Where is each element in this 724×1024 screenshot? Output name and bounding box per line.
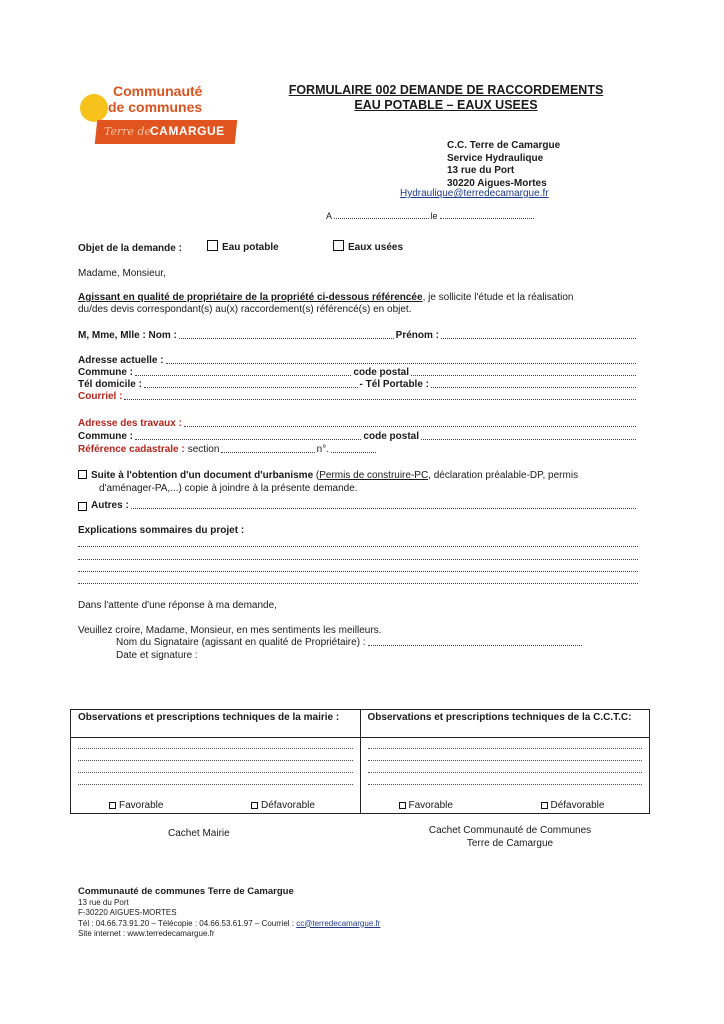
form-title (270, 83, 622, 113)
urbanisme-option (78, 469, 648, 495)
section-label: section (187, 444, 220, 455)
commune-line (78, 367, 638, 378)
footer-name: Communauté de communes Terre de Camargue (78, 886, 294, 897)
intro-rest: , je sollicite l'étude et la réalisation (422, 292, 574, 303)
cctc-line-2[interactable] (368, 760, 643, 761)
cachet-cc-line1: Cachet Communauté de Communes (428, 825, 592, 836)
address-street: 13 rue du Port (447, 165, 515, 176)
explications-line-1[interactable] (78, 546, 638, 547)
sun-logo-icon (80, 94, 108, 122)
hydraulique-email-link[interactable]: Hydraulique@terredecamargue.fr (400, 188, 549, 199)
cctc-defavorable-option[interactable] (541, 800, 605, 811)
mairie-header: Observations et prescriptions techniques de la mairie : (78, 712, 340, 723)
mairie-defavorable-checkbox[interactable] (251, 802, 258, 809)
cctc-line-1[interactable] (368, 748, 643, 749)
recipient-address (447, 140, 560, 190)
date-label: le (430, 211, 438, 221)
prenom-label: Prénom : (395, 330, 439, 341)
eaux-usees-option[interactable] (333, 240, 403, 253)
mairie-line-3[interactable] (78, 772, 353, 773)
cachet-cc-line2: Terre de Camargue (466, 838, 554, 849)
adresse-label: Adresse actuelle : (78, 355, 164, 366)
courriel-input[interactable] (124, 399, 636, 400)
mairie-line-1[interactable] (78, 748, 353, 749)
eau-potable-label: Eau potable (222, 242, 279, 253)
cadastre-line (78, 444, 378, 455)
greeting: Madame, Monsieur, (78, 268, 166, 279)
code-postal-input[interactable] (411, 375, 636, 376)
mairie-favorable-label: Favorable (119, 800, 164, 811)
cctc-column (360, 710, 650, 813)
prenom-input[interactable] (441, 338, 636, 339)
footer-tel: Tél : 04.66.73.91.20 – Télécopie : 04.66.53.61.97 – Courriel : (78, 918, 297, 928)
logo-line1: Communauté (113, 83, 203, 99)
eau-potable-checkbox[interactable] (207, 240, 218, 251)
mairie-line-4[interactable] (78, 784, 353, 785)
commune-travaux-label: Commune : (78, 431, 133, 442)
tel-portable-input[interactable] (431, 387, 636, 388)
eaux-usees-label: Eaux usées (348, 242, 404, 253)
numero-input[interactable] (331, 452, 376, 453)
address-service: Service Hydraulique (447, 152, 544, 164)
logo-camargue: CAMARGUE (150, 124, 225, 138)
date-signature-label: Date et signature : (116, 650, 198, 661)
signataire-input[interactable] (368, 645, 582, 646)
commune-label: Commune : (78, 367, 133, 378)
mairie-line-2[interactable] (78, 760, 353, 761)
tel-domicile-label: Tél domicile : (78, 379, 142, 390)
observations-table (70, 709, 650, 814)
cachet-mairie: Cachet Mairie (168, 828, 230, 839)
explications-line-4[interactable] (78, 583, 638, 584)
mairie-defavorable-option[interactable] (251, 800, 315, 811)
objet-label: Objet de la demande : (78, 243, 182, 254)
urbanisme-bold: Suite à l'obtention d'un document d'urbanisme (91, 470, 314, 481)
cctc-defavorable-checkbox[interactable] (541, 802, 548, 809)
autres-label: Autres : (91, 500, 129, 511)
urbanisme-line2: d'aménager-PA,...) copie à joindre à la présente demande. (99, 483, 358, 494)
address-name: C.C. Terre de Camargue (447, 140, 561, 151)
autres-input[interactable] (131, 508, 636, 509)
adresse-travaux-input[interactable] (184, 426, 636, 427)
code-postal-travaux-input[interactable] (421, 439, 636, 440)
nom-label: M, Mme, Mlle : Nom : (78, 330, 177, 341)
cctc-line-3[interactable] (368, 772, 643, 773)
urbanisme-checkbox[interactable] (78, 470, 87, 479)
courriel-label: Courriel : (78, 391, 123, 402)
mairie-favorable-option[interactable] (109, 800, 163, 811)
adresse-input[interactable] (166, 363, 636, 364)
code-postal-travaux-label: code postal (363, 431, 419, 442)
urbanisme-paren: ( (313, 470, 320, 481)
cctc-header: Observations et prescriptions techniques de la C.C.T.C: (367, 712, 632, 723)
explications-line-3[interactable] (78, 571, 638, 572)
ref-cadastrale-label: Référence cadastrale : (78, 444, 185, 455)
tel-portable-label: - Tél Portable : (359, 379, 429, 390)
adresse-travaux-label: Adresse des travaux : (78, 418, 182, 429)
eaux-usees-checkbox[interactable] (333, 240, 344, 251)
place-date-line (326, 211, 536, 221)
commune-travaux-line (78, 431, 638, 442)
footer-street: 13 rue du Port (78, 897, 129, 907)
telephone-line (78, 379, 638, 390)
date-input[interactable] (440, 218, 534, 219)
cctc-favorable-option[interactable] (399, 800, 453, 811)
cachet-cc (410, 824, 610, 850)
footer-city: F-30220 AIGUES-MORTES (78, 908, 177, 917)
signataire-line (116, 637, 584, 648)
numero-label: n°. (316, 444, 329, 455)
logo-line2: de communes (108, 99, 203, 115)
place-input[interactable] (334, 218, 428, 219)
permis-construire-text: Permis de construire-PC (319, 470, 429, 481)
signataire-label: Nom du Signataire (agissant en qualité de Propriétaire) : (116, 637, 366, 648)
place-label: A (326, 211, 333, 221)
cctc-favorable-label: Favorable (408, 800, 453, 811)
explications-line-2[interactable] (78, 559, 638, 560)
footer (78, 887, 380, 940)
cctc-line-4[interactable] (368, 784, 643, 785)
footer-email-link[interactable]: cc@terredecamargue.fr (296, 918, 381, 928)
eau-potable-option[interactable] (207, 240, 279, 253)
mairie-favorable-checkbox[interactable] (109, 802, 116, 809)
tel-domicile-input[interactable] (144, 387, 358, 388)
name-line (78, 330, 638, 341)
courriel-line (78, 391, 638, 402)
footer-site: Site internet : www.terredecamargue.fr (78, 929, 215, 938)
title-line1: FORMULAIRE 002 DEMANDE DE RACCORDEMENTS (288, 83, 604, 97)
mairie-column (71, 710, 360, 813)
commune-travaux-input[interactable] (135, 439, 361, 440)
autres-checkbox[interactable] (78, 502, 87, 511)
cctc-favorable-checkbox[interactable] (399, 802, 406, 809)
intro-line2: du/des devis correspondant(s) au(x) raccordement(s) référencé(s) en objet. (78, 304, 412, 315)
title-line2: EAU POTABLE – EAUX USEES (354, 98, 538, 112)
mairie-defavorable-label: Défavorable (261, 800, 315, 811)
address-city: 30220 Aigues-Mortes (447, 177, 547, 189)
explications-label: Explications sommaires du projet : (78, 525, 245, 536)
section-input[interactable] (221, 452, 314, 453)
commune-input[interactable] (135, 375, 351, 376)
nom-input[interactable] (179, 338, 394, 339)
intro-paragraph (78, 292, 648, 316)
intro-bold: Agissant en qualité de propriétaire de la propriété ci-dessous référencée (78, 292, 423, 303)
urbanisme-rest: , déclaration préalable-DP, permis (428, 470, 579, 481)
adresse-line (78, 355, 638, 366)
formule-text: Veuillez croire, Madame, Monsieur, en mes sentiments les meilleurs. (78, 625, 382, 636)
autres-line (78, 500, 638, 511)
code-postal-label: code postal (353, 367, 409, 378)
logo-terre: Terre de (104, 125, 152, 138)
adresse-travaux-line (78, 418, 638, 429)
cctc-defavorable-label: Défavorable (550, 800, 605, 811)
attente-text: Dans l'attente d'une réponse à ma demande, (78, 600, 277, 611)
